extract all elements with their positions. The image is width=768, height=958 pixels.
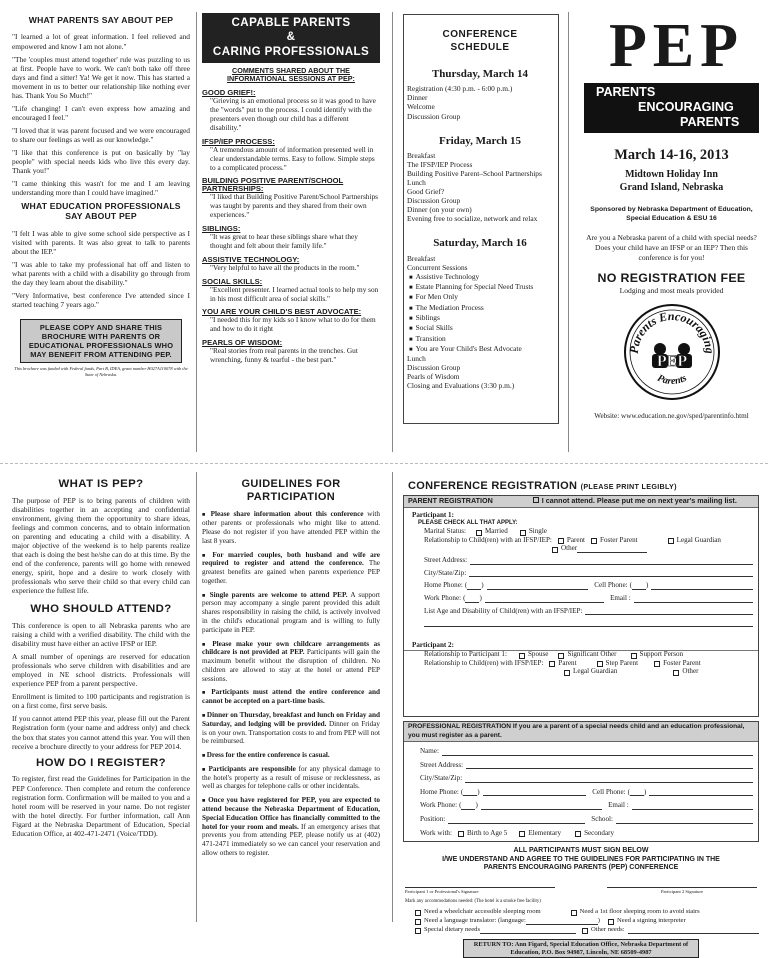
birth5-label: Birth to Age 5 <box>466 828 508 837</box>
prof-work-label: Work Phone: <box>420 801 458 810</box>
guideline-text: with other parents or professionals who might like to attend. Please do not register if you have attended PEP within the last 8 years. <box>202 510 380 545</box>
venue-line: Midtown Holiday Inn <box>625 169 718 181</box>
schedule-item: The IFSP/IEP Process <box>407 159 473 169</box>
p2-parent-checkbox[interactable] <box>549 661 555 667</box>
registration-title <box>408 480 759 493</box>
wheelchair-checkbox[interactable] <box>415 910 421 916</box>
prof-cell-label: Cell Phone: <box>592 787 626 796</box>
band-line: PARENTS <box>596 85 656 99</box>
column-divider <box>196 472 197 922</box>
marital-row <box>424 527 753 536</box>
home-phone-label: Home Phone: <box>424 581 463 590</box>
guideline-item <box>202 510 380 545</box>
professional-registration-box <box>403 721 759 842</box>
prof-phone-row: Home Phone: ( ) Cell Phone: ( ) <box>420 788 753 797</box>
schedule-title <box>407 29 553 54</box>
diet-label: Special dietary needs <box>424 926 481 934</box>
seal-center-text: PEP <box>656 352 687 370</box>
schedule-item: Discussion Group <box>407 363 461 373</box>
guideline-lead: ■ Once you have registered for PEP, you are expected to attend because the Nebraska Department of Education, Special Education Office has financially committed to the hotel for your room and meals. <box>202 796 380 830</box>
birth5-checkbox[interactable] <box>458 831 464 837</box>
signature-2-label: Participant 2 Signature <box>660 888 704 894</box>
schedule-item: Dinner <box>407 93 428 103</box>
prof-cell-area-input[interactable] <box>630 788 644 796</box>
professional-quote: "I was able to take my professional hat off and listen to what parents with a child with a disability go through from the day they learn about the disability." <box>12 260 190 288</box>
who-para: A small number of openings are reserved for education professionals who serve children with disabilities and are employed in NE school districts. Professionals will experience PEP from a parent perspective. <box>12 652 190 689</box>
what-is-pep-section <box>12 478 190 842</box>
check-all-label: PLEASE CHECK ALL THAT APPLY: <box>418 519 518 526</box>
prof-city-label: City/State/Zip: <box>420 774 463 783</box>
schedule-day-heading: Thursday, March 14 <box>431 68 529 80</box>
guidelines-heading <box>202 478 380 504</box>
pep-seal-logo <box>622 302 722 402</box>
schedule-item: Concurrent Sessions <box>407 262 468 272</box>
heading-line: PARTICIPATION <box>246 491 336 504</box>
schedule-item: Building Positive Parent–School Partnerships <box>407 169 542 178</box>
capable-parents-section <box>202 13 380 365</box>
p2-foster-label: Foster Parent <box>663 658 701 667</box>
diet-checkbox[interactable] <box>415 928 421 934</box>
pep-band <box>584 83 759 133</box>
street-label: Street Address: <box>424 556 468 565</box>
schedule-session: ■ Siblings <box>407 313 553 323</box>
secondary-label: Secondary <box>584 828 615 837</box>
parent-label: Parent <box>566 535 586 544</box>
conference-schedule <box>403 14 559 424</box>
translator-input[interactable] <box>526 917 598 925</box>
p2-guardian-label: Legal Guardian <box>573 667 618 676</box>
schedule-item: Evening free to socialize, network and relax <box>407 214 538 224</box>
foster-checkbox[interactable] <box>591 538 597 544</box>
session-title: BUILDING POSITIVE PARENT/SCHOOL PARTNERSHIPS: <box>202 176 344 194</box>
other-needs-input[interactable] <box>628 926 759 934</box>
signing-label: Need a signing interpreter <box>617 917 686 925</box>
guardian-label: Legal Guardian <box>676 535 721 544</box>
diet-input[interactable] <box>480 926 576 934</box>
guideline-lead: ■ Single parents are welcome to attend PEP. <box>202 591 348 599</box>
testimonial-quote: "I like that this conference is put on basically by "lay people" with special needs kids who live this every day. Thank you!" <box>12 147 190 175</box>
other-input[interactable] <box>577 545 647 553</box>
session-comment: "A tremendous amount of information presented well in clear understandable terms. Easy to follow. Simple steps to a complicated process." <box>210 144 375 172</box>
schedule-item: Breakfast <box>407 150 436 160</box>
guideline-text: Participants will gain the maximum benefit without the disruption of children. No children are allowed to stay at the hotel or attend PEP sessions. <box>202 648 380 683</box>
prof-email-input[interactable] <box>632 802 753 810</box>
guideline-lead: ■ For married couples, both husband and wife are required to register and attend the conference. <box>202 551 380 568</box>
translator-label: Need a language translator: (language: <box>424 917 526 925</box>
rel-p1-label: Relationship to Participant 1: <box>424 649 507 658</box>
signature-2-field[interactable] <box>607 887 757 895</box>
work-with-label: Work with: <box>420 828 452 837</box>
cell-phone-input[interactable] <box>651 582 753 590</box>
session-title: GOOD GRIEF!: <box>202 88 256 98</box>
seal-top-text: Parents Encouraging <box>626 308 717 355</box>
schedule-item: Discussion Group <box>407 196 461 206</box>
prof-cell-input[interactable] <box>649 788 753 796</box>
testimonial-quote: "I came thinking this wasn't for me and I am leaving understanding more than I could have imagined." <box>12 178 190 197</box>
work-phone-area-input[interactable] <box>465 595 479 603</box>
signature-row <box>403 887 759 895</box>
guideline-lead: ■ Participants are responsible <box>202 765 296 773</box>
position-input[interactable] <box>448 816 585 824</box>
prof-home-input[interactable] <box>483 788 587 796</box>
sign-block <box>403 847 759 872</box>
guideline-item <box>202 551 380 586</box>
session-comment: "Grieving is an emotional process so it was good to have the "words" put to the process. I could identify with the presenters even though our child has a different disability." <box>210 96 376 132</box>
signature-1-label: Participant 1 or Professional's Signature <box>405 888 479 894</box>
cannot-attend-checkbox[interactable] <box>533 497 539 503</box>
guideline-item <box>202 688 380 706</box>
children-input[interactable] <box>585 607 753 615</box>
seal-graphic <box>622 302 722 402</box>
spouse-label: Spouse <box>527 649 549 658</box>
prof-city-row <box>420 774 753 783</box>
children-row <box>424 607 753 616</box>
capable-parents-heading <box>202 13 380 63</box>
accom-row-1 <box>403 908 759 916</box>
school-input[interactable] <box>616 816 753 824</box>
work-with-row <box>420 829 753 838</box>
heading-line: GUIDELINES FOR <box>241 478 341 490</box>
phone-row: Home Phone: ( ) Cell Phone: ( ) <box>424 581 753 590</box>
parent-registration-header <box>404 496 758 508</box>
testimonial-quote: "Life changing! I can't even express how amazing and encouraged I feel." <box>12 103 190 122</box>
band-line: ENCOURAGING <box>638 99 734 114</box>
session-comment: "Very helpful to have all the products in the room." <box>210 262 360 272</box>
street-row <box>424 556 753 565</box>
schedule-day-heading: Saturday, March 16 <box>433 237 527 250</box>
position-label: Position: <box>420 815 446 824</box>
email-label: Email : <box>610 593 631 602</box>
prof-street-row <box>420 761 753 770</box>
other-label: Other <box>561 544 578 553</box>
elementary-label: Elementary <box>528 828 562 837</box>
p2-child-row <box>424 659 753 668</box>
sponsor-note: Sponsored by Nebraska Department of Education, Special Education & ESU 16 <box>590 206 753 222</box>
testimonial-quote: "The 'couples must attend together' rule was puzzling to us at first. People have to work. We can't both take off three days and find a sitter! Ya! We get it now. This has started a movement in us to better our relationship like nothing ever has. Thank You So Much!" <box>12 54 190 100</box>
column-divider <box>392 12 393 452</box>
schedule-day-heading: Friday, March 15 <box>439 134 521 147</box>
who-para: If you cannot attend PEP this year, please fill out the Parent Registration form (your name and address only) and check the box that states you cannot attend this year. You will then receive a brochure directly to your address for PEP 2014. <box>12 714 190 751</box>
heading-line: CAPABLE PARENTS <box>231 16 351 29</box>
p2-parent-label: Parent <box>558 658 577 667</box>
guideline-item <box>202 640 380 684</box>
work-row: Work Phone: ( ) Email : <box>424 594 753 603</box>
schedule-session: ■ For Men Only <box>407 292 553 302</box>
schedule-session: ■ Transition <box>407 334 553 344</box>
guideline-text: If an emergency arises that prevents you from attending PEP, please notify us at (402) 471-2471 immediately so we can cancel your reservation and allow others to register. <box>202 822 380 857</box>
foster-label: Foster Parent <box>600 535 638 544</box>
schedule-session: ■ Assistive Technology <box>407 272 553 282</box>
prof-reg-label: PROFESSIONAL REGISTRATION <box>408 723 512 731</box>
children-row-2 <box>424 619 753 627</box>
city-input[interactable] <box>469 569 753 577</box>
guideline-text: for any physical damage to the hotel's property as a result of misuse or recklessness, as well as charges for telephone calls or other incidentals. <box>202 764 380 791</box>
registration-title-note: (PLEASE PRINT LEGIBLY) <box>580 482 677 491</box>
home-phone-input[interactable] <box>487 582 589 590</box>
step-label: Step Parent <box>605 658 639 667</box>
accom-row-2: Need a language translator: (language: ) Need a signing interpreter <box>403 917 759 925</box>
p2-guardian-checkbox[interactable] <box>564 670 570 676</box>
venue-line: Grand Island, Nebraska <box>619 182 724 194</box>
other-needs-checkbox[interactable] <box>582 928 588 934</box>
guideline-lead: ■ Please share information about this conference <box>202 510 363 518</box>
heading-line: & <box>286 30 296 44</box>
guideline-lead: ■ Participants must attend the entire conference and cannot be accepted on a part-time basis. <box>202 688 380 705</box>
guideline-item <box>202 591 380 635</box>
schedule-item: Closing and Evaluations (3:30 p.m.) <box>407 381 515 391</box>
how-register-heading: HOW DO I REGISTER? <box>36 756 166 769</box>
prof-name-label: Name: <box>420 746 439 755</box>
session-title: SOCIAL SKILLS: <box>202 276 263 286</box>
venue <box>584 168 759 194</box>
schedule-item: Lunch <box>407 354 426 364</box>
guideline-text: Dinner on Friday is on your own. Transportation costs to and from PEP will not be reimbursed. <box>202 719 380 746</box>
support-label: Support Person <box>639 649 684 658</box>
prof-work-input[interactable] <box>481 802 602 810</box>
session-title: ASSISTIVE TECHNOLOGY: <box>202 254 300 264</box>
professional-quote: "I felt I was able to give some school side perspective as I visited with parents. It was also great to talk to parents about the IEP." <box>12 228 190 257</box>
married-label: Married <box>484 527 508 536</box>
accommodations-label: Mark any accommodations needed: (The hotel is a smoke free facility) <box>405 899 541 905</box>
email-input[interactable] <box>634 595 753 603</box>
session-comment: "It was great to hear these siblings share what they thought and felt about their family life." <box>210 232 358 250</box>
single-label: Single <box>528 527 547 536</box>
prof-email-label: Email : <box>608 801 629 810</box>
prof-street-input[interactable] <box>466 761 753 769</box>
session-comment: "I liked that Building Positive Parent/School Partnerships was taught by parents and they shared from their own experiences." <box>210 192 378 220</box>
guideline-item <box>202 765 380 791</box>
who-para: This conference is open to all Nebraska parents who are raising a child with a verified disability. The child with the disability must have either an active IFSP or IEP. <box>12 621 190 649</box>
prof-name-row <box>420 747 753 756</box>
pep-cover <box>584 12 759 421</box>
prof-city-input[interactable] <box>465 775 753 783</box>
sig-other-label: Significant Other <box>567 649 617 658</box>
schedule-item: Registration (4:30 p.m. - 6:00 p.m.) <box>407 84 513 94</box>
school-label: School: <box>591 815 613 824</box>
guideline-item <box>202 711 380 746</box>
professional-registration-header <box>404 722 758 741</box>
signature-1-field[interactable] <box>405 887 555 895</box>
registration-title-text: CONFERENCE REGISTRATION <box>408 480 578 492</box>
session-comment: "Excellent presenter. I learned actual tools to help my son in his most difficult area of social skills." <box>210 284 379 303</box>
parent-registration-label: PARENT REGISTRATION <box>408 496 493 506</box>
parent-testimonials <box>12 15 190 377</box>
prof-work-area-input[interactable] <box>461 802 475 810</box>
schedule-item: Breakfast <box>407 253 436 263</box>
schedule-item: Discussion Group <box>407 111 461 121</box>
testimonial-quote: "I loved that it was parent focused and we were encouraged to share our feelings as well as our knowledge." <box>12 125 190 144</box>
guideline-lead: ■ Dinner on Thursday, breakfast and lunch on Friday and Saturday, and lodging will be provided. <box>202 711 380 728</box>
professional-quote: "Very Informative, best conference I've attended since I started teaching 7 years ago." <box>12 291 190 310</box>
secondary-checkbox[interactable] <box>575 831 581 837</box>
session-comment: "Real stories from real parents in the trenches. Gut wrenching, funny & tearful - the best part." <box>210 346 358 365</box>
registration-form <box>403 480 759 958</box>
professionals-heading: WHAT EDUCATION PROFESSIONALS SAY ABOUT PEP <box>21 200 181 222</box>
signing-checkbox[interactable] <box>608 919 614 925</box>
testimonials-heading: WHAT PARENTS SAY ABOUT PEP <box>28 15 174 25</box>
other-checkbox[interactable] <box>552 547 558 553</box>
schedule-item: Good Grief? <box>407 187 445 197</box>
no-fee-heading: NO REGISTRATION FEE <box>597 271 746 286</box>
schedule-session: ■ The Mediation Process <box>407 303 553 313</box>
prof-work-row: Work Phone: ( ) Email : <box>420 801 753 810</box>
cell-phone-label: Cell Phone: <box>594 581 628 590</box>
children-label: List Age and Disability of Child(ren) with an IFSP/IEP: <box>424 606 583 615</box>
schedule-item: Dinner (on your own) <box>407 205 472 215</box>
relationship-row <box>424 536 753 545</box>
schedule-item: Welcome <box>407 102 435 112</box>
work-phone-input[interactable] <box>485 595 604 603</box>
guidelines-section <box>202 478 380 863</box>
column-divider <box>196 12 197 452</box>
lodging-note: Lodging and most meals provided <box>619 286 724 296</box>
city-label: City/State/Zip: <box>424 568 467 577</box>
sign-text: I/WE UNDERSTAND AND AGREE TO THE GUIDELINES FOR PARTICIPATING IN THE PARENTS ENCOURAGING PARENTS (PEP) CONFERENCE <box>442 855 720 872</box>
prof-name-input[interactable] <box>442 748 753 756</box>
schedule-session: ■ You are Your Child's Best Advocate <box>407 344 553 354</box>
testimonial-quote: "I learned a lot of great information. I feel relieved and empowered and know I am not alone." <box>12 32 190 51</box>
cannot-attend-label: I cannot attend. Please put me on next year's mailing list. <box>541 496 737 506</box>
children-input-2[interactable] <box>424 619 753 627</box>
prof-home-area-input[interactable] <box>463 788 477 796</box>
guideline-item <box>202 796 380 857</box>
prof-position-row <box>420 815 753 824</box>
guideline-lead: ■ Dress for the entire conference is casual. <box>202 751 330 759</box>
work-phone-label: Work Phone: <box>424 593 462 602</box>
parent-registration-box <box>403 495 759 717</box>
p2-other-label: Other <box>682 667 699 676</box>
elementary-checkbox[interactable] <box>519 831 525 837</box>
session-title: SIBLINGS: <box>202 224 241 234</box>
participant-divider <box>404 650 758 651</box>
title-line: SCHEDULE <box>450 41 510 53</box>
guideline-text: A support person may accompany a single parent provided this adult shares responsibility in raising the child, is actively involved in the child's educational program and is willing to fully participate in PEP. <box>202 590 380 634</box>
comments-subheading: COMMENTS SHARED ABOUT THE INFORMATIONAL SESSIONS AT PEP: <box>227 66 355 84</box>
guideline-lead: ■ Please make your own childcare arrangements as childcare is not provided at PEP. <box>202 640 380 657</box>
cell-phone-area-input[interactable] <box>632 582 646 590</box>
other-row <box>546 544 753 553</box>
session-comment: "I needed this for my kids so I know what to do for them and how to do it right <box>210 315 376 334</box>
guideline-item <box>202 751 380 760</box>
accom-row-3 <box>403 926 759 934</box>
how-register-text: To register, first read the Guidelines for Participation in the PEP Conference. Then complete and return the conference registration form. Confirmation will be mailed to you and a hotel room will be reserved in your name. Do not register with the hotel directly. For further information, call Ann Figard at the Nebraska Department of Education, Special Education Office, at 402-471-2471 (Voice/TDD). <box>12 774 190 838</box>
who-should-attend-heading: WHO SHOULD ATTEND? <box>30 603 172 616</box>
eligibility-question: Are you a Nebraska parent of a child with special needs? Does your child have an IFSP or an IEP? Then this conference is for you! <box>586 233 757 262</box>
other-needs-label: Other needs: <box>591 926 625 934</box>
guideline-text: The greatest benefits are gained when parents experience PEP together. <box>202 559 380 585</box>
return-address-box: RETURN TO: Ann Figard, Special Education Office, Nebraska Department of Education, P.O. Box 94987, Lincoln, NE 68509-4987 <box>463 939 699 958</box>
p2-other-checkbox[interactable] <box>673 670 679 676</box>
p2-guardian-row <box>558 667 753 676</box>
website-link[interactable]: Website: www.education.ne.gov/sped/parentinfo.html <box>594 411 749 420</box>
what-is-pep-heading: WHAT IS PEP? <box>58 478 144 490</box>
session-title: PEARLS OF WISDOM: <box>202 338 283 348</box>
fold-line <box>0 463 768 464</box>
p2-foster-checkbox[interactable] <box>654 661 660 667</box>
funding-note: This brochure was funded with Federal funds, Part B, IDEA, grant number H027A110078 with the State of Nebraska. <box>14 366 188 377</box>
prof-street-label: Street Address: <box>420 760 464 769</box>
participant1-label: Participant 1: <box>412 511 454 520</box>
schedule-session: ■ Social Skills <box>407 323 553 333</box>
marital-label: Marital Status: <box>424 527 466 536</box>
copy-share-box: PLEASE COPY AND SHARE THIS BROCHURE WITH PARENTS OR EDUCATIONAL PROFESSIONALS WHO MAY BENEFIT FROM ATTENDING PEP. <box>20 319 182 363</box>
first-floor-checkbox[interactable] <box>571 910 577 916</box>
column-divider <box>392 472 393 922</box>
schedule-item: Pearls of Wisdom <box>407 372 460 382</box>
wheelchair-label: Need a wheelchair accessible sleeping room <box>424 908 541 916</box>
street-input[interactable] <box>470 557 753 565</box>
first-floor-label: Need a 1st floor sleeping room to avoid stairs <box>579 908 700 916</box>
relationship-label: Relationship to Child(ren) with an IFSP/IEP: <box>424 535 552 544</box>
band-line: PARENTS <box>680 114 740 129</box>
what-is-pep-text: The purpose of PEP is to bring parents of children with disabilities together in an accepting and confidential environment, giving them the opportunity to share ideas, feelings and common concerns, and to obtain information on parenting and educating a child with a disability. A major objective of the weekend is to help parents realize that each is doing the best he/she can do at this time. By the end of the conference, parents will go home with renewed energy, spirit, hope and a desire to work closely with professionals who serve their child so that every child can experience the fullest life. <box>12 495 190 596</box>
home-phone-area-input[interactable] <box>467 582 481 590</box>
guardian-checkbox[interactable] <box>668 538 674 544</box>
column-divider <box>568 12 569 452</box>
prof-reg-note: If you are a parent of a special needs child and an education professional, you must register as a parent. <box>408 723 745 739</box>
sign-heading: ALL PARTICIPANTS MUST SIGN BELOW <box>513 847 649 855</box>
pep-logo: PEP <box>608 12 745 80</box>
session-title: YOU ARE YOUR CHILD'S BEST ADVOCATE: <box>202 307 362 317</box>
translator-checkbox[interactable] <box>415 919 421 925</box>
seal-bottom-text: Parents <box>654 372 689 387</box>
title-line: CONFERENCE <box>442 29 518 40</box>
participant2-label: Participant 2: <box>412 641 454 650</box>
schedule-item: Lunch <box>407 178 426 188</box>
city-row <box>424 569 753 578</box>
conference-dates: March 14-16, 2013 <box>614 146 729 163</box>
heading-line: CARING PROFESSIONALS <box>212 44 370 58</box>
who-para: Enrollment is limited to 100 participants and registration is on a first come, first serve basis. <box>12 692 190 711</box>
rel-child-label: Relationship to Child(ren) with IFSP/IEP: <box>424 658 544 667</box>
prof-home-label: Home Phone: <box>420 787 459 796</box>
schedule-session: ■ Estate Planning for Special Need Trusts <box>407 282 553 292</box>
session-title: IFSP/IEP PROCESS: <box>202 136 275 146</box>
